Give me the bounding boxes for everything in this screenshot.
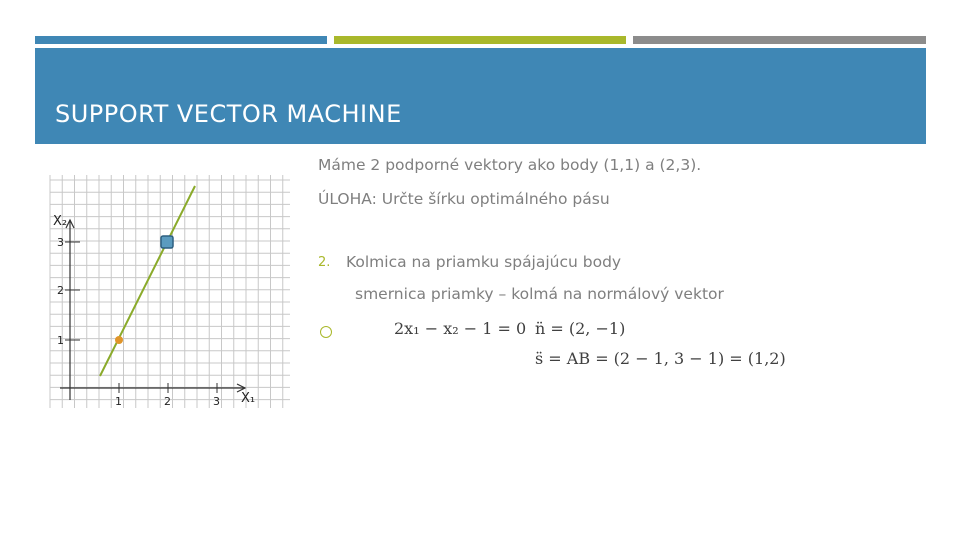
item-text: Kolmica na priamku spájajúcu body xyxy=(346,253,622,271)
line-equation: 2x₁ − x₂ − 1 = 0 xyxy=(394,319,527,338)
top-accent-bar-green xyxy=(334,36,626,44)
line-task: ÚLOHA: Určte šírku optimálného pásu xyxy=(318,190,610,208)
direction-vector-equation: s̈ = AB = (2 − 1, 3 − 1) = (1,2) xyxy=(535,349,786,368)
x-tick-label-1: 1 xyxy=(115,395,122,408)
normal-vector-equation: n̈ = (2, −1) xyxy=(535,319,626,338)
point-a-marker xyxy=(115,336,123,344)
item-number: 2. xyxy=(318,255,331,270)
top-accent-bar-blue xyxy=(35,36,327,44)
bullet-ring-icon xyxy=(320,326,332,338)
line-support-vectors: Máme 2 podporné vektory ako body (1,1) a (2,3). xyxy=(318,156,702,174)
grid xyxy=(50,175,290,408)
slide-title: SUPPORT VECTOR MACHINE xyxy=(55,100,402,128)
y-axis-label: X₂ xyxy=(53,214,68,229)
coordinate-graph xyxy=(45,170,295,410)
x-tick-label-2: 2 xyxy=(164,395,171,408)
y-tick-label-3: 3 xyxy=(57,236,64,249)
x-tick-label-3: 3 xyxy=(213,395,220,408)
point-b-marker xyxy=(161,236,173,248)
y-tick-label-1: 1 xyxy=(57,334,64,347)
title-band xyxy=(35,48,926,144)
sub-item-text: smernica priamky – kolmá na normálový vektor xyxy=(355,285,724,303)
top-accent-bar-gray xyxy=(633,36,926,44)
x-axis-label: X₁ xyxy=(241,391,256,406)
y-tick-label-2: 2 xyxy=(57,284,64,297)
